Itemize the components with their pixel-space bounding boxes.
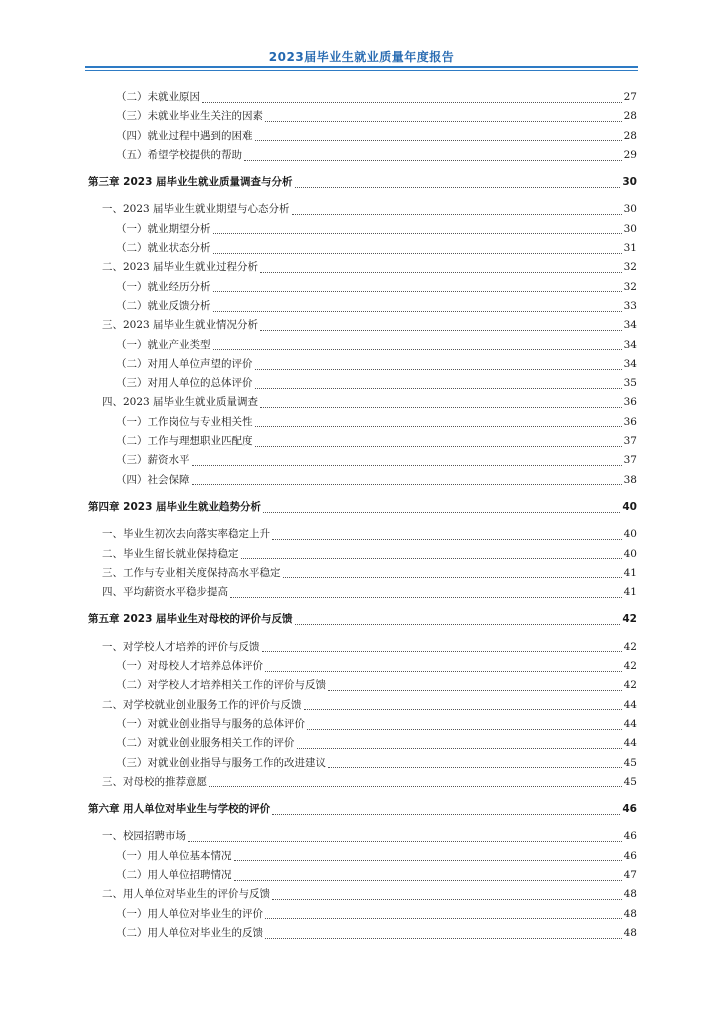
toc-chapter-entry[interactable] <box>88 610 637 629</box>
toc-page-number: 28 <box>623 129 637 142</box>
toc-entry-title: 一、2023 届毕业生就业期望与心态分析 <box>102 203 290 216</box>
toc-entry[interactable] <box>88 355 637 374</box>
dot-leader <box>255 368 622 370</box>
toc-entry[interactable] <box>88 847 637 866</box>
toc-page-number: 36 <box>623 396 637 409</box>
dot-leader <box>213 232 622 234</box>
dot-leader <box>272 538 622 540</box>
toc-entry-title: （二）用人单位招聘情况 <box>116 868 232 881</box>
toc-entry-title: （二）就业反馈分析 <box>116 299 211 312</box>
toc-entry-title: （四）社会保障 <box>116 473 190 486</box>
toc-entry-title: （二）工作与理想职业匹配度 <box>116 435 253 448</box>
toc-entry-title: 二、2023 届毕业生就业过程分析 <box>102 261 259 274</box>
chapter-spacer <box>88 792 637 800</box>
toc-entry[interactable] <box>88 715 637 734</box>
toc-page-number: 46 <box>623 849 637 862</box>
dot-leader <box>265 917 622 919</box>
toc-entry[interactable] <box>88 258 637 277</box>
toc-page-number: 47 <box>623 868 637 881</box>
toc-entry[interactable] <box>88 545 637 564</box>
toc-entry-title: （三）对就业创业指导与服务工作的改进建议 <box>116 756 326 769</box>
toc-entry-title: （一）对母校人才培养总体评价 <box>116 660 263 673</box>
dot-leader <box>188 840 622 842</box>
toc-entry[interactable] <box>88 220 637 239</box>
toc-chapter-entry[interactable] <box>88 800 637 819</box>
toc-entry[interactable] <box>88 734 637 753</box>
toc-entry[interactable] <box>88 107 637 126</box>
toc-entry-title: （三）薪资水平 <box>116 454 190 467</box>
dot-leader <box>328 766 622 768</box>
toc-entry-title: 一、对学校人才培养的评价与反馈 <box>102 640 260 653</box>
toc-entry-title: （三）未就业毕业生关注的因素 <box>116 110 263 123</box>
toc-entry[interactable] <box>88 278 637 297</box>
toc-page-number: 34 <box>623 319 637 332</box>
dot-leader <box>213 252 622 254</box>
toc-page-number: 41 <box>623 566 637 579</box>
toc-entry-title: 三、对母校的推荐意愿 <box>102 775 207 788</box>
dot-leader <box>328 689 622 691</box>
toc-page-number: 38 <box>623 473 637 486</box>
toc-entry-title: （二）对就业创业服务相关工作的评价 <box>116 737 295 750</box>
chapter-spacer <box>88 630 637 638</box>
toc-page-number: 27 <box>623 91 637 103</box>
toc-page-number: 32 <box>623 280 637 293</box>
toc-page-number: 48 <box>623 926 637 939</box>
toc-page-number: 32 <box>623 261 637 274</box>
toc-entry-title: （二）对用人单位声望的评价 <box>116 357 253 370</box>
toc-page-number: 37 <box>623 454 637 467</box>
toc-entry[interactable] <box>88 471 637 490</box>
toc-entry-title: （一）对就业创业指导与服务的总体评价 <box>116 717 305 730</box>
chapter-spacer <box>88 490 637 498</box>
toc-entry[interactable] <box>88 316 637 335</box>
toc-entry-title: （二）就业状态分析 <box>116 242 211 255</box>
toc-entry[interactable] <box>88 583 637 602</box>
toc-entry[interactable] <box>88 297 637 316</box>
toc-entry-title: （一）工作岗位与专业相关性 <box>116 415 253 428</box>
toc-entry[interactable] <box>88 413 637 432</box>
dot-leader <box>192 483 622 485</box>
dot-leader <box>255 445 622 447</box>
toc-entry[interactable] <box>88 564 637 583</box>
toc-entry-title: （三）对用人单位的总体评价 <box>116 377 253 390</box>
dot-leader <box>213 290 622 292</box>
toc-entry-title: （五）希望学校提供的帮助 <box>116 148 242 161</box>
dot-leader <box>260 329 622 331</box>
toc-entry-title: 三、工作与专业相关度保持高水平稳定 <box>102 566 281 579</box>
dot-leader <box>230 596 622 598</box>
toc-page-number: 42 <box>623 660 637 673</box>
toc-entry[interactable] <box>88 773 637 792</box>
toc-entry[interactable] <box>88 676 637 695</box>
toc-entry-title: （一）就业经历分析 <box>116 280 211 293</box>
dot-leader <box>265 120 622 122</box>
dot-leader <box>213 348 622 350</box>
toc-entry-title: 一、毕业生初次去向落实率稳定上升 <box>102 528 270 541</box>
dot-leader <box>304 708 622 710</box>
toc-page-number: 36 <box>623 415 637 428</box>
toc-page-number: 34 <box>623 338 637 351</box>
toc-page-number: 31 <box>623 242 637 255</box>
chapter-spacer <box>88 192 637 200</box>
toc-entry[interactable] <box>88 451 637 470</box>
toc-entry[interactable] <box>88 239 637 258</box>
chapter-spacer <box>88 819 637 827</box>
toc-entry-title: 第四章 2023 届毕业生就业趋势分析 <box>88 500 262 513</box>
dot-leader <box>234 859 622 861</box>
toc-entry[interactable] <box>88 200 637 219</box>
toc-entry-title: 第六章 用人单位对毕业生与学校的评价 <box>88 803 271 816</box>
toc-chapter-entry[interactable] <box>88 173 637 192</box>
toc-entry-title: （一）就业期望分析 <box>116 222 211 235</box>
toc-entry[interactable] <box>88 525 637 544</box>
toc-page-number: 45 <box>623 756 637 769</box>
toc-entry[interactable] <box>88 754 637 773</box>
dot-leader <box>272 898 622 900</box>
dot-leader <box>244 159 622 161</box>
toc-chapter-entry[interactable] <box>88 498 637 517</box>
toc-entry[interactable] <box>88 393 637 412</box>
toc-page-number: 30 <box>623 222 637 235</box>
dot-leader <box>265 670 622 672</box>
dot-leader <box>283 576 622 578</box>
toc-page-number: 40 <box>623 547 637 560</box>
dot-leader <box>255 139 622 141</box>
toc-entry-title: （一）用人单位基本情况 <box>116 849 232 862</box>
dot-leader <box>295 186 621 188</box>
toc-entry[interactable] <box>88 336 637 355</box>
toc-entry-title: 二、用人单位对毕业生的评价与反馈 <box>102 888 270 901</box>
toc-entry-title: 二、毕业生留长就业保持稳定 <box>102 547 239 560</box>
toc-page-number: 30 <box>622 176 637 189</box>
toc-page-number: 42 <box>622 613 637 626</box>
dot-leader <box>192 464 622 466</box>
dot-leader <box>297 747 622 749</box>
dot-leader <box>260 271 622 273</box>
toc-entry[interactable] <box>88 374 637 393</box>
toc-entry-title: （二）对学校人才培养相关工作的评价与反馈 <box>116 679 326 692</box>
toc-entry[interactable] <box>88 432 637 451</box>
toc-entry-title: （二）未就业原因 <box>116 91 200 103</box>
toc-page-number: 40 <box>623 528 637 541</box>
chapter-spacer <box>88 602 637 610</box>
toc-entry[interactable] <box>88 696 637 715</box>
dot-leader <box>255 387 622 389</box>
toc-page-number: 46 <box>623 830 637 843</box>
dot-leader <box>263 511 620 513</box>
chapter-spacer <box>88 165 637 173</box>
toc-page-number: 30 <box>623 203 637 216</box>
toc-page-number: 41 <box>623 586 637 599</box>
toc-entry-title: （二）用人单位对毕业生的反馈 <box>116 926 263 939</box>
toc-entry-title: 一、校园招聘市场 <box>102 830 186 843</box>
toc-entry[interactable] <box>88 638 637 657</box>
dot-leader <box>213 310 622 312</box>
dot-leader <box>241 557 622 559</box>
toc-entry-title: （四）就业过程中遇到的困难 <box>116 129 253 142</box>
toc-page-number: 33 <box>623 299 637 312</box>
toc-entry[interactable] <box>88 905 637 924</box>
toc-page-number: 42 <box>623 640 637 653</box>
toc-page-number: 46 <box>622 803 637 816</box>
toc-entry[interactable] <box>88 127 637 146</box>
dot-leader <box>202 101 622 103</box>
toc-entry-title: （一）用人单位对毕业生的评价 <box>116 907 263 920</box>
dot-leader <box>262 650 622 652</box>
toc-page-number: 37 <box>623 435 637 448</box>
toc-entry[interactable] <box>88 924 637 943</box>
toc-page-number: 42 <box>623 679 637 692</box>
dot-leader <box>209 785 622 787</box>
toc-page-number: 48 <box>623 907 637 920</box>
toc-entry-title: 二、对学校就业创业服务工作的评价与反馈 <box>102 698 302 711</box>
toc-page-number: 28 <box>623 110 637 123</box>
dot-leader <box>234 879 622 881</box>
table-of-contents <box>88 88 637 943</box>
toc-page-number: 34 <box>623 357 637 370</box>
chapter-spacer <box>88 517 637 525</box>
header-rule-thin <box>85 70 638 71</box>
running-header-title: 2023届毕业生就业质量年度报告 <box>268 50 455 64</box>
toc-entry-title: （一）就业产业类型 <box>116 338 211 351</box>
header-rule-thick <box>85 66 638 68</box>
dot-leader <box>255 425 622 427</box>
dot-leader <box>260 406 622 408</box>
toc-entry[interactable] <box>88 827 637 846</box>
dot-leader <box>292 213 622 215</box>
toc-entry[interactable] <box>88 885 637 904</box>
toc-page-number: 35 <box>623 377 637 390</box>
toc-entry-title: 四、2023 届毕业生就业质量调查 <box>102 396 259 409</box>
toc-entry-title: 四、平均薪资水平稳步提高 <box>102 586 228 599</box>
dot-leader <box>295 623 621 625</box>
toc-page-number: 45 <box>623 775 637 788</box>
toc-entry-title: 三、2023 届毕业生就业情况分析 <box>102 319 259 332</box>
dot-leader <box>265 937 622 939</box>
toc-page-number: 44 <box>623 717 637 730</box>
dot-leader <box>307 728 622 730</box>
toc-page-number: 40 <box>622 500 637 513</box>
toc-page-number: 44 <box>623 698 637 711</box>
toc-entry-title: 第五章 2023 届毕业生对母校的评价与反馈 <box>88 613 293 626</box>
dot-leader <box>272 813 620 815</box>
toc-entry[interactable] <box>88 657 637 676</box>
toc-entry[interactable] <box>88 88 637 107</box>
toc-page-number: 44 <box>623 737 637 750</box>
toc-entry[interactable] <box>88 146 637 165</box>
toc-entry-title: 第三章 2023 届毕业生就业质量调查与分析 <box>88 176 293 189</box>
toc-page-number: 29 <box>623 148 637 161</box>
toc-entry[interactable] <box>88 866 637 885</box>
toc-page-number: 48 <box>623 888 637 901</box>
